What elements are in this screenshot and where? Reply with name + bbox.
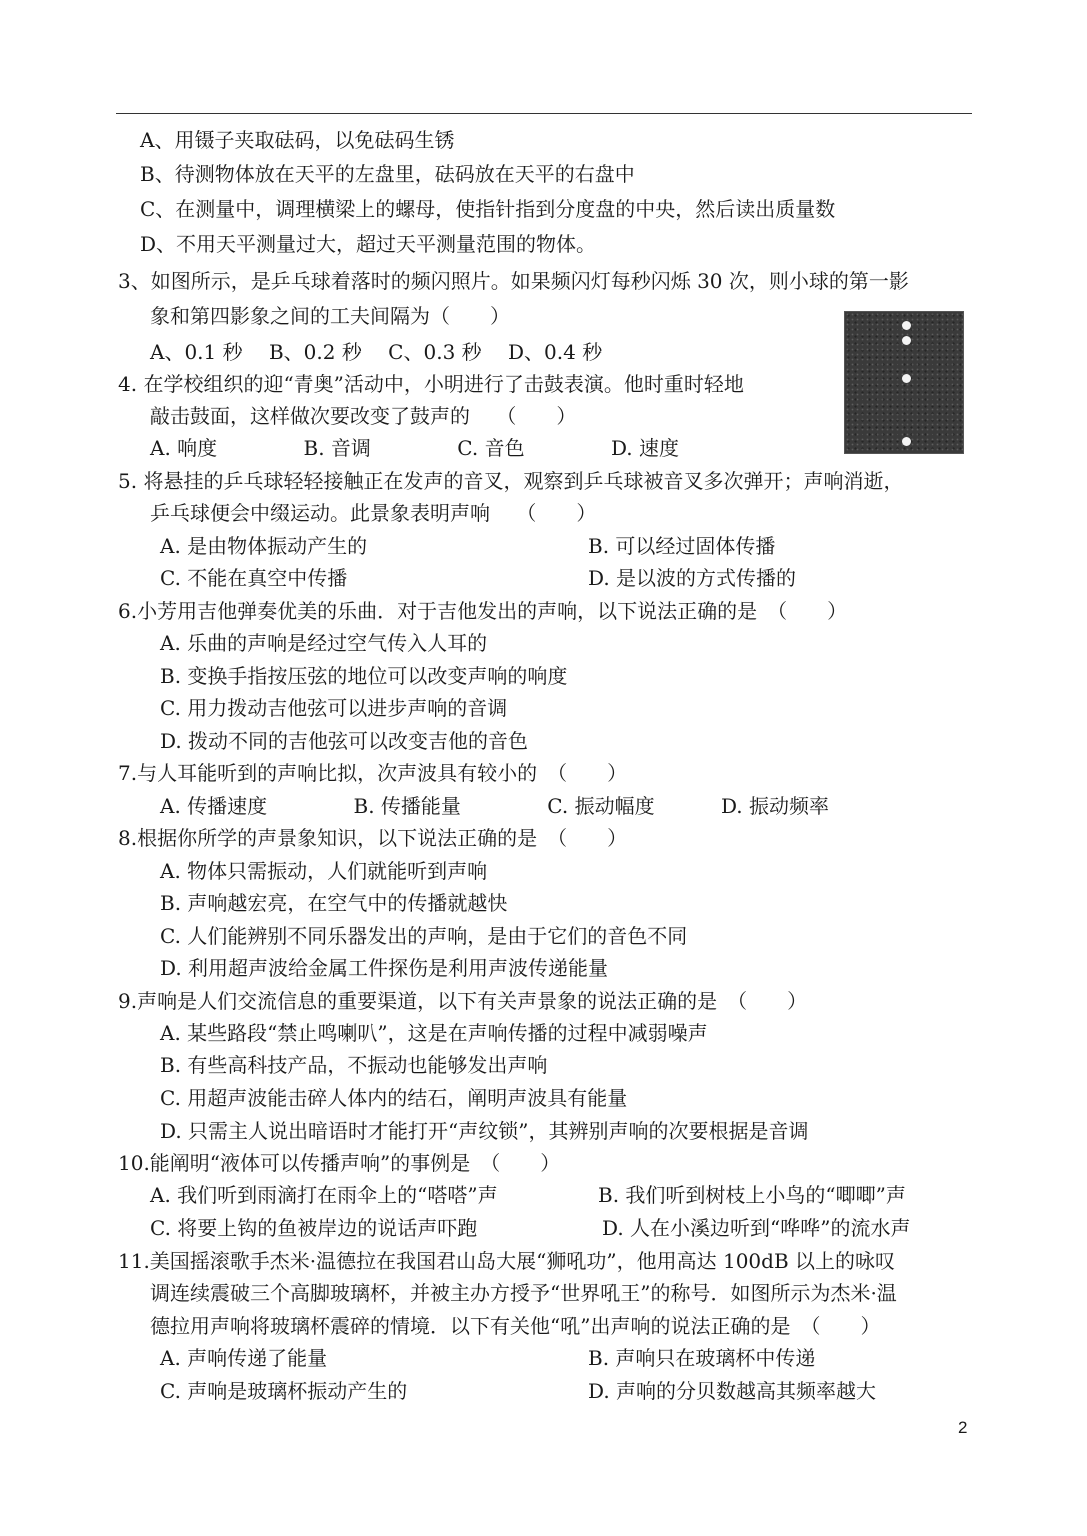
q9-option-a: A. 某些路段“禁止鸣喇叭”，这是在声响传播的过程中减弱噪声 bbox=[160, 1021, 708, 1045]
q2-option-c: C、在测量中，调理横梁上的螺母，使指针指到分度盘的中央，然后读出质量数 bbox=[140, 197, 836, 221]
ball-image-2 bbox=[902, 336, 911, 345]
q9-option-b: B. 有些高科技产品，不振动也能够发出声响 bbox=[160, 1053, 548, 1077]
q5-stem-line1: 5. 将悬挂的乒乓球轻轻接触正在发声的音叉，观察到乒乓球被音叉多次弹开；声响消逝， bbox=[118, 469, 904, 493]
q3-stem-line1: 3、如图所示，是乒乓球着落时的频闪照片。如果频闪灯每秒闪烁 30 次，则小球的第一影 bbox=[118, 269, 909, 293]
q2-option-d: D、不用天平测量过大，超过天平测量范围的物体。 bbox=[140, 232, 597, 256]
q10-option-a: A. 我们听到雨滴打在雨伞上的“嗒嗒”声 bbox=[150, 1183, 498, 1207]
q8-option-d: D. 利用超声波给金属工件探伤是利用声波传递能量 bbox=[160, 956, 609, 980]
q7-stem: 7.与人耳能听到的声响比拟，次声波具有较小的 （ ） bbox=[118, 761, 628, 785]
q8-option-c: C. 人们能辨别不同乐器发出的声响，是由于它们的音色不同 bbox=[160, 924, 688, 948]
q2-option-a: A、用镊子夹取砝码，以免砝码生锈 bbox=[140, 128, 455, 152]
q11-stem-line2: 调连续震破三个高脚玻璃杯，并被主办方授予“世界吼王”的称号．如图所示为杰米·温 bbox=[150, 1281, 897, 1305]
q8-option-b: B. 声响越宏亮，在空气中的传播就越快 bbox=[160, 891, 508, 915]
q2-option-b: B、待测物体放在天平的左盘里，砝码放在天平的右盘中 bbox=[140, 162, 635, 186]
q11-option-a: A. 声响传递了能量 bbox=[160, 1346, 328, 1370]
q5-option-a: A. 是由物体振动产生的 bbox=[160, 534, 368, 558]
q6-option-c: C. 用力拨动吉他弦可以进步声响的音调 bbox=[160, 696, 508, 720]
header-rule bbox=[116, 113, 972, 114]
q5-stem-line2: 乒乓球便会中缀运动。此景象表明声响 （ ） bbox=[150, 501, 597, 525]
q5-option-d: D. 是以波的方式传播的 bbox=[588, 566, 797, 590]
q11-stem-line3: 德拉用声响将玻璃杯震碎的情境．以下有关他“吼”出声响的说法正确的是 （ ） bbox=[150, 1314, 881, 1338]
q10-option-d: D. 人在小溪边听到“哗哗”的流水声 bbox=[602, 1216, 911, 1240]
q6-option-b: B. 变换手指按压弦的地位可以改变声响的响度 bbox=[160, 664, 568, 688]
q6-option-d: D. 拨动不同的吉他弦可以改变吉他的音色 bbox=[160, 729, 529, 753]
ball-image-3 bbox=[902, 374, 911, 383]
q10-option-b: B. 我们听到树枝上小鸟的“唧唧”声 bbox=[598, 1183, 906, 1207]
q11-stem-line1: 11.美国摇滚歌手杰米·温德拉在我国君山岛大展“狮吼功”，他用高达 100dB 以上的咏叹 bbox=[118, 1249, 896, 1273]
q3-stem-line2: 象和第四影象之间的工夫间隔为（ ） bbox=[150, 304, 510, 328]
q5-option-b: B. 可以经过固体传播 bbox=[588, 534, 776, 558]
q9-option-c: C. 用超声波能击碎人体内的结石，阐明声波具有能量 bbox=[160, 1086, 628, 1110]
q6-option-a: A. 乐曲的声响是经过空气传入人耳的 bbox=[160, 631, 488, 655]
q8-stem: 8.根据你所学的声景象知识，以下说法正确的是 （ ） bbox=[118, 826, 628, 850]
page-number: 2 bbox=[958, 1418, 968, 1437]
q9-stem: 9.声响是人们交流信息的重要渠道，以下有关声景象的说法正确的是 （ ） bbox=[118, 989, 808, 1013]
q10-option-c: C. 将要上钩的鱼被岸边的说话声吓跑 bbox=[150, 1216, 478, 1240]
q5-option-c: C. 不能在真空中传播 bbox=[160, 566, 348, 590]
strobe-photo bbox=[844, 311, 964, 454]
ball-image-1 bbox=[902, 321, 911, 330]
q6-stem: 6.小芳用吉他弹奏优美的乐曲．对于吉他发出的声响，以下说法正确的是 （ ） bbox=[118, 599, 848, 623]
q11-option-c: C. 声响是玻璃杯振动产生的 bbox=[160, 1379, 408, 1403]
q11-option-b: B. 声响只在玻璃杯中传递 bbox=[588, 1346, 816, 1370]
ball-image-4 bbox=[902, 437, 911, 446]
q4-options: A. 响度 B. 音调 C. 音色 D. 速度 bbox=[150, 436, 679, 460]
q9-option-d: D. 只需主人说出暗语时才能打开“声纹锁”，其辨别声响的次要根据是音调 bbox=[160, 1119, 809, 1143]
q8-option-a: A. 物体只需振动，人们就能听到声响 bbox=[160, 859, 488, 883]
q7-options: A. 传播速度 B. 传播能量 C. 振动幅度 D. 振动频率 bbox=[160, 794, 829, 818]
q3-options: A、0.1 秒 B、0.2 秒 C、0.3 秒 D、0.4 秒 bbox=[150, 340, 603, 364]
q4-stem-line1: 4. 在学校组织的迎“青奥”活动中，小明进行了击鼓表演。他时重时轻地 bbox=[118, 372, 744, 396]
q11-option-d: D. 声响的分贝数越高其频率越大 bbox=[588, 1379, 877, 1403]
q4-stem-line2: 敲击鼓面，这样做次要改变了鼓声的 （ ） bbox=[150, 404, 577, 428]
q10-stem: 10.能阐明“液体可以传播声响”的事例是 （ ） bbox=[118, 1151, 561, 1175]
